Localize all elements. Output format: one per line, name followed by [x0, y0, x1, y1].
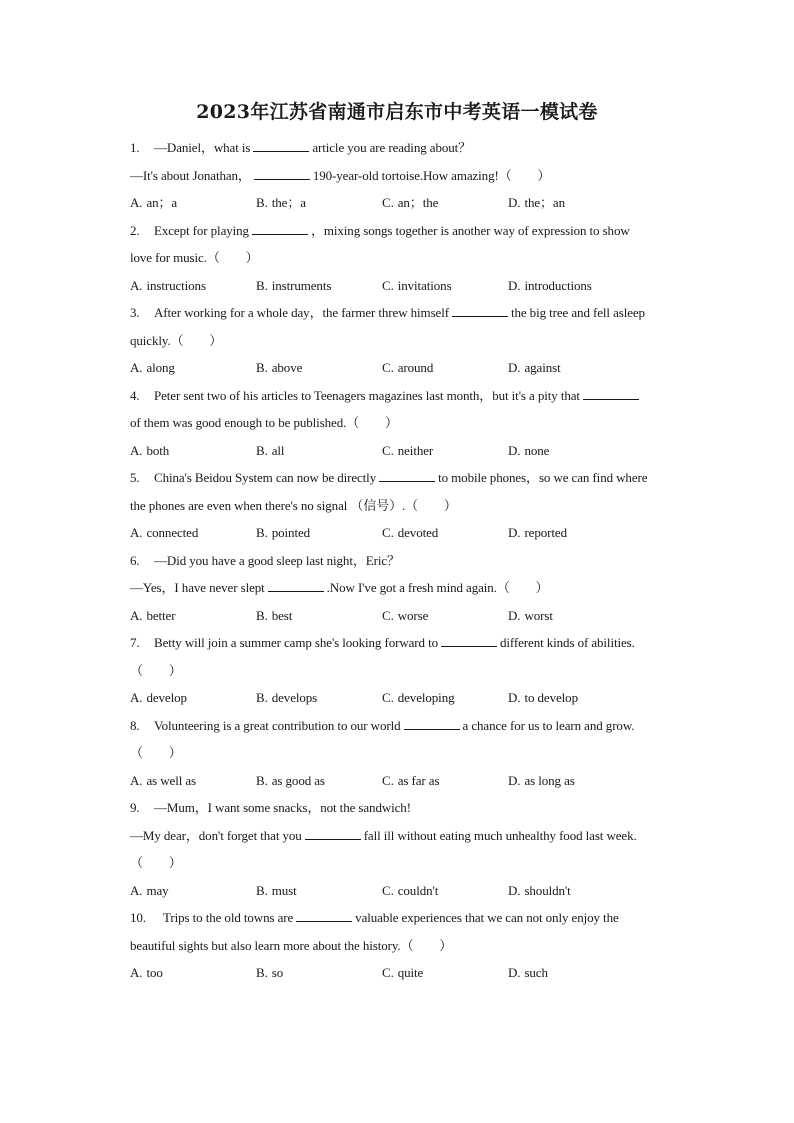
answer-blank — [253, 139, 309, 152]
option-label: A. — [130, 607, 143, 623]
option-c — [382, 189, 508, 217]
option-d — [508, 354, 634, 382]
option-text: such — [524, 965, 548, 980]
option-label: A. — [130, 195, 143, 210]
answer-blank — [305, 827, 361, 840]
question-number: 3. — [130, 305, 140, 320]
option-label: D. — [508, 607, 521, 623]
option-text: may — [146, 882, 169, 898]
stem-text: 190-year-old tortoise.How amazing!（ ） — [312, 167, 551, 183]
question-stem-line — [130, 629, 695, 657]
option-label: D. — [508, 277, 521, 293]
question-number: 10. — [130, 910, 146, 925]
question-stem-line — [130, 327, 695, 355]
option-text: connected — [146, 525, 199, 540]
option-text: as far as — [397, 772, 440, 788]
option-b — [256, 602, 382, 630]
option-c — [382, 959, 508, 987]
option-b — [256, 959, 382, 987]
option-text: developing — [397, 690, 455, 705]
option-label: D. — [508, 195, 521, 210]
question-stem-line — [130, 134, 695, 162]
answer-blank — [252, 222, 308, 235]
question-9 — [130, 794, 695, 904]
option-text: the；a — [271, 195, 306, 210]
stem-text: —My dear，don't forget that you — [130, 827, 302, 843]
stem-text: China's Beidou System can now be directly — [154, 470, 377, 485]
option-label: C. — [382, 965, 394, 980]
question-7 — [130, 629, 695, 712]
option-text: devoted — [397, 525, 439, 540]
options-row — [130, 959, 695, 987]
stem-text: Trips to the old towns are — [163, 910, 294, 925]
question-stem-line — [130, 904, 695, 932]
option-text: instruments — [271, 277, 332, 293]
option-text: neither — [397, 442, 434, 458]
stem-text: fall ill without eating much unhealthy food last week. — [363, 827, 637, 843]
option-label: A. — [130, 882, 143, 898]
option-text: above — [271, 360, 303, 375]
option-a — [130, 959, 256, 987]
option-label: D. — [508, 690, 521, 705]
option-label: C. — [382, 607, 394, 623]
question-5 — [130, 464, 695, 547]
option-label: D. — [508, 882, 521, 898]
option-text: against — [524, 360, 561, 375]
option-text: best — [271, 607, 293, 623]
stem-text: —Daniel，what is — [154, 140, 251, 155]
option-text: must — [271, 882, 297, 898]
question-number: 6. — [130, 552, 140, 568]
question-stem-line — [130, 244, 695, 272]
option-d — [508, 877, 634, 905]
answer-blank — [583, 387, 639, 400]
stem-text: .Now I've got a fresh mind again.（ ） — [326, 580, 549, 595]
option-label: C. — [382, 690, 394, 705]
question-stem-line — [130, 492, 695, 520]
option-label: B. — [256, 965, 268, 980]
option-text: develops — [271, 690, 318, 705]
stem-text: love for music.（ ） — [130, 250, 259, 265]
question-3 — [130, 299, 695, 382]
option-label: A. — [130, 525, 143, 540]
option-a — [130, 684, 256, 712]
option-label: D. — [508, 360, 521, 375]
option-b — [256, 354, 382, 382]
option-text: both — [146, 442, 170, 458]
question-stem-line — [130, 739, 695, 767]
stem-text: —Mum，I want some snacks，not the sandwich! — [154, 800, 411, 815]
options-row — [130, 272, 695, 300]
stem-text: quickly.（ ） — [130, 332, 223, 348]
option-text: too — [146, 965, 163, 980]
option-d — [508, 684, 634, 712]
option-text: the；an — [524, 195, 566, 210]
option-label: D. — [508, 442, 521, 458]
option-text: along — [146, 360, 175, 375]
stem-text: —It's about Jonathan， — [130, 167, 251, 183]
question-list — [130, 134, 695, 987]
option-text: invitations — [397, 277, 452, 293]
option-a — [130, 354, 256, 382]
question-stem-line — [130, 822, 695, 850]
question-number: 7. — [130, 635, 140, 650]
question-stem-line — [130, 574, 695, 602]
option-label: D. — [508, 965, 521, 980]
option-d — [508, 272, 634, 300]
option-text: around — [397, 360, 434, 375]
option-text: introductions — [524, 277, 592, 293]
option-label: B. — [256, 690, 268, 705]
option-b — [256, 684, 382, 712]
question-number: 2. — [130, 222, 140, 238]
option-text: instructions — [146, 277, 206, 293]
option-text: pointed — [271, 525, 311, 540]
option-text: none — [524, 442, 550, 458]
option-c — [382, 272, 508, 300]
option-label: C. — [382, 442, 394, 458]
option-label: A. — [130, 360, 143, 375]
option-a — [130, 767, 256, 795]
option-d — [508, 602, 634, 630]
question-number: 8. — [130, 717, 140, 733]
stem-text: of them was good enough to be published.（ ） — [130, 415, 398, 430]
question-stem-line — [130, 932, 695, 960]
answer-blank — [254, 167, 310, 180]
option-label: A. — [130, 772, 143, 788]
question-2 — [130, 217, 695, 300]
stem-text: Betty will join a summer camp she's looking forward to — [154, 635, 438, 650]
question-number: 1. — [130, 140, 140, 155]
option-text: couldn't — [397, 882, 439, 898]
answer-blank — [441, 634, 497, 647]
question-stem-line — [130, 547, 695, 575]
option-label: B. — [256, 195, 268, 210]
stem-text: the big tree and fell asleep — [510, 305, 645, 320]
question-number: 5. — [130, 470, 140, 485]
options-row — [130, 354, 695, 382]
option-label: C. — [382, 195, 394, 210]
option-text: quite — [397, 965, 424, 980]
option-d — [508, 437, 634, 465]
option-label: B. — [256, 772, 268, 788]
option-label: C. — [382, 277, 394, 293]
option-text: to develop — [524, 690, 578, 705]
stem-text: （ ） — [130, 855, 182, 870]
option-b — [256, 272, 382, 300]
question-4 — [130, 382, 695, 465]
question-stem-line — [130, 849, 695, 877]
option-a — [130, 519, 256, 547]
option-text: so — [271, 965, 284, 980]
option-b — [256, 519, 382, 547]
stem-text: （ ） — [130, 745, 182, 760]
option-text: all — [271, 442, 285, 458]
stem-text: the phones are even when there's no signal （信号）.（ ） — [130, 497, 457, 513]
option-label: A. — [130, 442, 143, 458]
answer-blank — [404, 717, 460, 730]
option-text: develop — [146, 690, 187, 705]
question-8 — [130, 712, 695, 795]
exam-title: 2023年江苏省南通市启东市中考英语一模试卷 — [196, 101, 598, 123]
option-a — [130, 437, 256, 465]
option-d — [508, 519, 634, 547]
options-row — [130, 189, 695, 217]
option-d — [508, 767, 634, 795]
stem-text: different kinds of abilities. — [499, 635, 635, 650]
option-text: shouldn't — [524, 882, 571, 898]
option-text: an；a — [146, 195, 178, 210]
answer-blank — [379, 469, 435, 482]
option-d — [508, 189, 634, 217]
stem-text: （ ） — [130, 662, 182, 678]
option-label: C. — [382, 882, 394, 898]
option-label: A. — [130, 277, 143, 293]
options-row — [130, 767, 695, 795]
question-10 — [130, 904, 695, 987]
option-label: B. — [256, 442, 268, 458]
answer-blank — [296, 909, 352, 922]
stem-text: to mobile phones，so we can find where — [438, 470, 648, 485]
question-stem-line — [130, 794, 695, 822]
stem-text: beautiful sights but also learn more about the history.（ ） — [130, 937, 453, 953]
question-stem-line — [130, 657, 695, 685]
option-b — [256, 437, 382, 465]
stem-text: —Did you have a good sleep last night，Eric？ — [154, 552, 400, 568]
option-c — [382, 877, 508, 905]
answer-blank — [268, 579, 324, 592]
stem-text: —Yes，I have never slept — [130, 580, 265, 595]
option-label: A. — [130, 965, 143, 980]
options-row — [130, 437, 695, 465]
option-c — [382, 519, 508, 547]
option-c — [382, 684, 508, 712]
option-text: as long as — [524, 772, 575, 788]
stem-text: Except for playing — [154, 222, 249, 238]
question-stem-line — [130, 299, 695, 327]
option-c — [382, 354, 508, 382]
question-1 — [130, 134, 695, 217]
option-a — [130, 272, 256, 300]
option-d — [508, 959, 634, 987]
option-label: B. — [256, 360, 268, 375]
stem-text: a chance for us to learn and grow. — [462, 717, 635, 733]
option-label: C. — [382, 525, 394, 540]
options-row — [130, 684, 695, 712]
option-label: D. — [508, 772, 521, 788]
question-stem-line — [130, 382, 695, 410]
question-stem-line — [130, 217, 695, 245]
option-c — [382, 437, 508, 465]
option-label: D. — [508, 525, 521, 540]
option-text: reported — [524, 525, 567, 540]
answer-blank — [452, 304, 508, 317]
question-number: 9. — [130, 800, 140, 815]
question-6 — [130, 547, 695, 630]
stem-text: valuable experiences that we can not only enjoy the — [355, 910, 619, 925]
option-label: B. — [256, 607, 268, 623]
option-b — [256, 189, 382, 217]
option-label: C. — [382, 360, 394, 375]
options-row — [130, 602, 695, 630]
stem-text: After working for a whole day，the farmer threw himself — [154, 305, 449, 320]
option-text: as well as — [146, 772, 196, 788]
option-label: C. — [382, 772, 394, 788]
option-a — [130, 189, 256, 217]
option-text: worse — [397, 607, 429, 623]
stem-text: ，mixing songs together is another way of expression to show — [310, 222, 630, 238]
option-label: B. — [256, 277, 268, 293]
option-b — [256, 767, 382, 795]
option-text: better — [146, 607, 176, 623]
option-text: as good as — [271, 772, 325, 788]
stem-text: Peter sent two of his articles to Teenagers magazines last month，but it's a pity that — [154, 387, 580, 403]
options-row — [130, 519, 695, 547]
question-number: 4. — [130, 387, 140, 403]
option-label: B. — [256, 525, 268, 540]
option-label: A. — [130, 690, 143, 705]
option-c — [382, 602, 508, 630]
option-text: worst — [524, 607, 553, 623]
stem-text: article you are reading about？ — [312, 140, 472, 155]
question-stem-line — [130, 162, 695, 190]
option-a — [130, 877, 256, 905]
question-stem-line — [130, 409, 695, 437]
option-c — [382, 767, 508, 795]
stem-text: Volunteering is a great contribution to our world — [154, 717, 401, 733]
question-stem-line — [130, 464, 695, 492]
question-stem-line — [130, 712, 695, 740]
option-label: B. — [256, 882, 268, 898]
option-b — [256, 877, 382, 905]
option-a — [130, 602, 256, 630]
option-text: an；the — [397, 195, 439, 210]
options-row — [130, 877, 695, 905]
